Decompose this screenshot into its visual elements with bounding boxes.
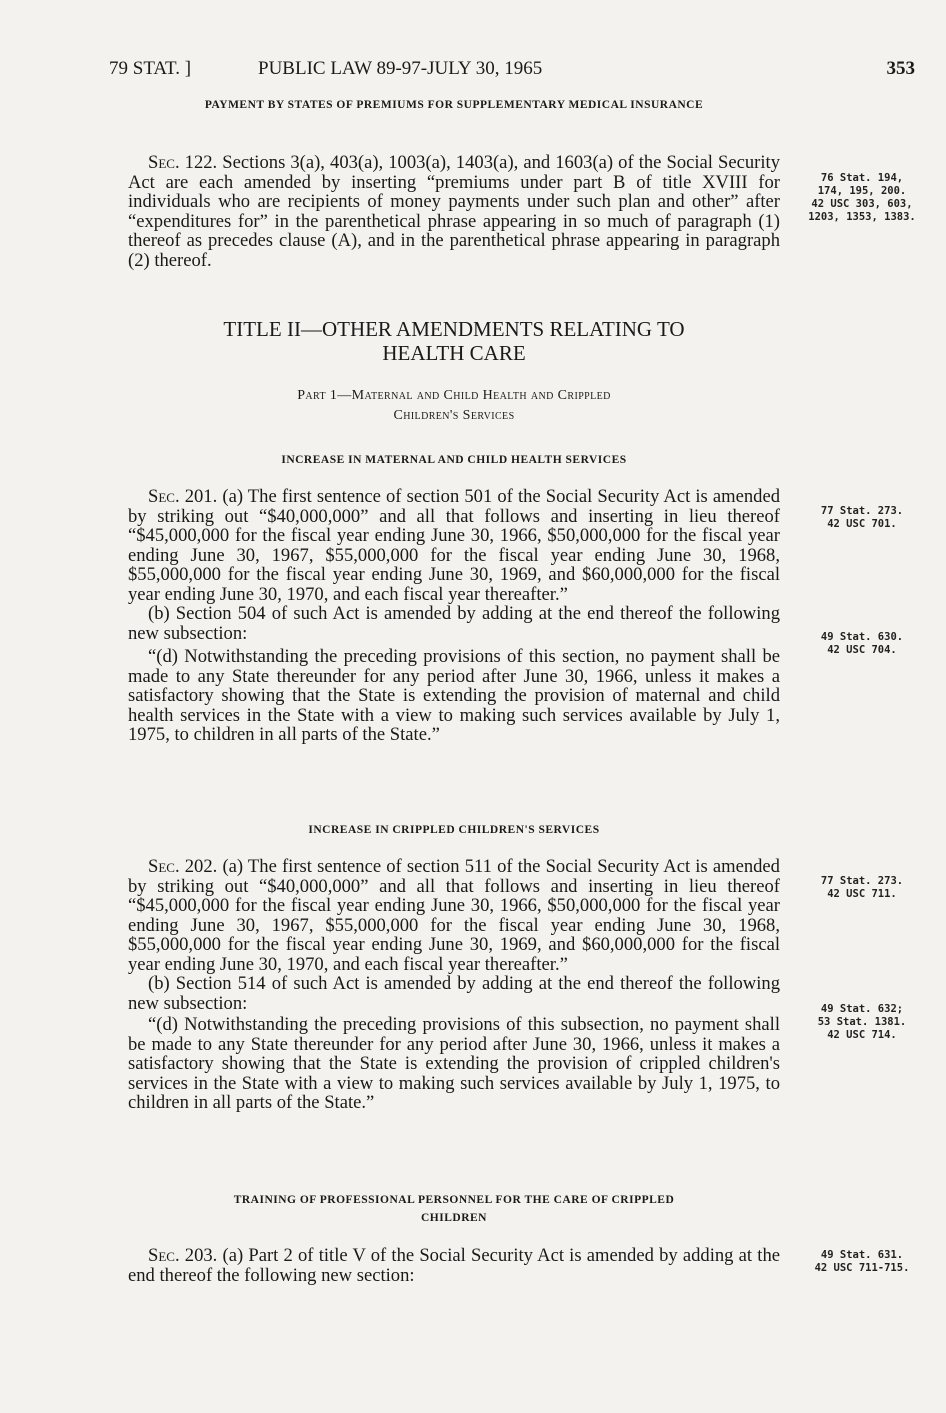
page-number: 353 (886, 58, 915, 79)
title-line-1: TITLE II—OTHER AMENDMENTS RELATING TO (223, 317, 685, 341)
volume-reference: 79 STAT. ] (109, 58, 192, 79)
section-202-a (128, 857, 780, 974)
margin-note-201a: 77 Stat. 273. 42 USC 701. (820, 505, 904, 530)
section-203-heading (128, 1191, 780, 1227)
section-201 (128, 487, 780, 745)
law-title: PUBLIC LAW 89-97-JULY 30, 1965 (258, 58, 543, 79)
section-201-d: “(d) Notwithstanding the preceding provisions of this section, no payment shall be made to any State thereunder for any period after June 30, 1966, unless it makes a satisfactory showing that the State is extending the provision of maternal and child health services in the State with a view to making such services available by July 1, 1975, to children in all parts of the State.” (128, 646, 780, 745)
section-203-a (128, 1246, 780, 1285)
section-heading-line-2: CHILDREN (421, 1212, 487, 1224)
section-label: Sec. 203. (148, 1245, 218, 1266)
section-202-d: “(d) Notwithstanding the preceding provisions of this subsection, no payment shall be made to any State thereunder for any period after June 30, 1966, unless it makes a satisfactory showing that the State is extending the provision of crippled children's services in the State with a view to making such services available by July 1, 1975, to children in all parts of the State.” (128, 1014, 780, 1113)
section-heading: INCREASE IN MATERNAL AND CHILD HEALTH SERVICES (281, 454, 627, 466)
section-body: Sections 3(a), 403(a), 1003(a), 1403(a), and 1603(a) of the Social Security Act are each amended by inserting “premiums under part B of title XVIII for individuals who are recipients of money payments under such plan and other” after “expenditures for” in the parenthetical phrase appearing in so much of paragraph (1) thereof as precedes clause (A), and in the parenthetical phrase appearing in paragraph (2) thereof. (128, 152, 780, 271)
section-label: Sec. 122. (148, 152, 218, 173)
section-202-b: (b) Section 514 of such Act is amended by adding at the end thereof the following new subsection: (128, 973, 780, 1014)
section-heading: INCREASE IN CRIPPLED CHILDREN'S SERVICES (308, 824, 600, 836)
section-122-text (128, 153, 780, 270)
margin-note-201b: 49 Stat. 630. 42 USC 704. (820, 631, 904, 656)
title-ii-heading (128, 317, 780, 365)
section-heading-line-1: TRAINING OF PROFESSIONAL PERSONNEL FOR THE CARE OF CRIPPLED (233, 1194, 675, 1206)
part-1-heading (128, 386, 780, 426)
title-line-2: HEALTH CARE (382, 341, 526, 365)
section-201-heading (128, 451, 780, 469)
section-122 (128, 153, 780, 270)
section-body: (a) The first sentence of section 501 of the Social Security Act is amended by striking out “$40,000,000” and all that follows and inserting in lieu thereof “$45,000,000 for the fiscal year ending June 30, 1966, $50,000,000 for the fiscal year ending June 30, 1967, $55,000,000 for the fiscal year ending June 30, 1968, $55,000,000 for the fiscal year ending June 30, 1969, and $60,000,000 for the fiscal year ending June 30, 1970, and each fiscal year thereafter.” (128, 486, 781, 605)
section-202 (128, 857, 780, 1113)
part-line-1: Part 1—Maternal and Child Health and Crippled (297, 388, 611, 403)
margin-note-203: 49 Stat. 631. 42 USC 711-715. (814, 1249, 910, 1274)
section-body: (a) The first sentence of section 511 of the Social Security Act is amended by striking out “$40,000,000” and all that follows and inserting in lieu thereof “$45,000,000 for the fiscal year ending June 30, 1966, $50,000,000 for the fiscal year ending June 30, 1967, $55,000,000 for the fiscal year ending June 30, 1968, $55,000,000 for the fiscal year ending June 30, 1969, and $60,000,000 for the fiscal year ending June 30, 1970, and each fiscal year thereafter.” (128, 856, 780, 975)
part-line-2: Children's Services (393, 408, 515, 423)
section-body: (a) Part 2 of title V of the Social Security Act is amended by adding at the end thereof the following new section: (128, 1245, 781, 1286)
section-label: Sec. 201. (148, 486, 218, 507)
section-201-b: (b) Section 504 of such Act is amended by adding at the end thereof the following new subsection: (128, 603, 780, 644)
running-header (109, 58, 915, 84)
section-heading: PAYMENT BY STATES OF PREMIUMS FOR SUPPLEMENTARY MEDICAL INSURANCE (204, 99, 704, 111)
section-202-heading (128, 821, 780, 839)
section-122-heading (128, 96, 780, 114)
margin-note-122: 76 Stat. 194, 174, 195, 200. 42 USC 303, 603, 1203, 1353, 1383. (808, 172, 916, 223)
section-201-a (128, 487, 780, 604)
section-203 (128, 1246, 780, 1285)
section-label: Sec. 202. (148, 856, 218, 877)
margin-note-202b: 49 Stat. 632; 53 Stat. 1381. 42 USC 714. (817, 1003, 907, 1041)
margin-note-202a: 77 Stat. 273. 42 USC 711. (820, 875, 904, 900)
